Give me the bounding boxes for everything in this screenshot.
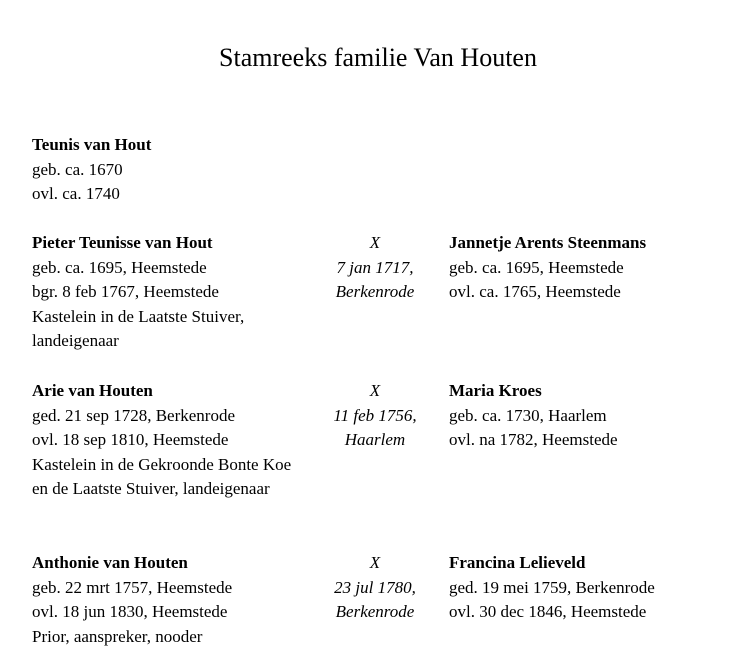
- baptism-info: ged. 21 sep 1728, Berkenrode: [32, 405, 236, 425]
- spouse-block: [449, 231, 749, 305]
- marriage-place: Haarlem: [344, 430, 406, 450]
- death-info: ovl. 18 sep 1810, Heemstede: [32, 430, 229, 450]
- death-info: ovl. ca. 1740: [32, 184, 120, 204]
- spouse-name: Maria Kroes: [449, 381, 542, 400]
- spouse-name: Francina Lelieveld: [449, 553, 586, 572]
- death-info: ovl. na 1782, Heemstede: [449, 430, 618, 450]
- person-name: Pieter Teunisse van Hout: [32, 233, 213, 252]
- birth-info: geb. 22 mrt 1757, Heemstede: [32, 577, 233, 597]
- marriage-place: Berkenrode: [335, 602, 415, 622]
- person-name: Anthonie van Houten: [32, 553, 188, 572]
- spouse-block: [449, 379, 749, 453]
- marriage-date: 11 feb 1756,: [333, 405, 417, 425]
- birth-info: geb. ca. 1695, Heemstede: [32, 257, 207, 277]
- death-info: ovl. 18 jun 1830, Heemstede: [32, 602, 228, 622]
- person-block: [32, 133, 302, 207]
- occupation: Kastelein in de Gekroonde Bonte Koe en de Laatste Stuiver, landeigenaar: [32, 454, 292, 499]
- death-info: ovl. 30 dec 1846, Heemstede: [449, 602, 647, 622]
- marriage-symbol: X: [369, 553, 381, 572]
- birth-info: geb. ca. 1730, Haarlem: [449, 405, 607, 425]
- baptism-info: ged. 19 mei 1759, Berkenrode: [449, 577, 655, 597]
- birth-info: geb. ca. 1695, Heemstede: [449, 257, 624, 277]
- marriage-block: [300, 379, 450, 453]
- marriage-symbol: X: [369, 233, 381, 252]
- occupation: Kastelein in de Laatste Stuiver, landeigenaar: [32, 306, 245, 351]
- person-block: [32, 551, 302, 649]
- occupation: Prior, aanspreker, nooder: [32, 626, 203, 646]
- marriage-block: [300, 551, 450, 625]
- marriage-block: [300, 231, 450, 305]
- spouse-block: [449, 551, 749, 625]
- marriage-date: 7 jan 1717,: [336, 257, 414, 277]
- marriage-place: Berkenrode: [335, 282, 415, 302]
- page-title: Stamreeks familie Van Houten: [219, 43, 537, 72]
- person-block: [32, 231, 302, 354]
- birth-info: geb. ca. 1670: [32, 159, 123, 179]
- marriage-date: 23 jul 1780,: [334, 577, 416, 597]
- person-name: Arie van Houten: [32, 381, 153, 400]
- death-info: ovl. ca. 1765, Heemstede: [449, 282, 621, 302]
- spouse-name: Jannetje Arents Steenmans: [449, 233, 647, 252]
- person-block: [32, 379, 302, 502]
- person-name: Teunis van Hout: [32, 135, 152, 154]
- marriage-symbol: X: [369, 381, 381, 400]
- burial-info: bgr. 8 feb 1767, Heemstede: [32, 282, 219, 302]
